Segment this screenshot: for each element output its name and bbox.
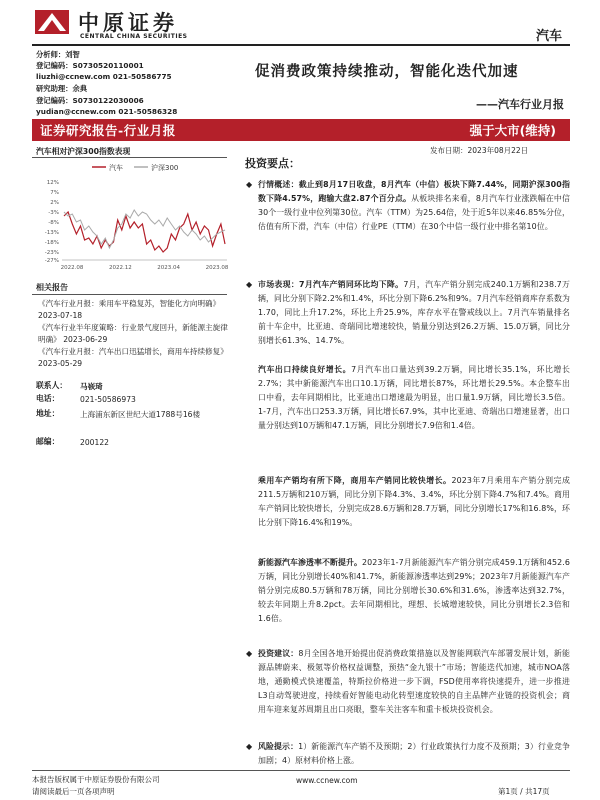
para-passenger-commercial	[258, 474, 570, 530]
reg-label-1: 登记编码：	[36, 61, 73, 70]
related-report-date: 2023-06-29	[63, 335, 108, 344]
related-report-item[interactable]	[38, 346, 228, 370]
industry-tag: 汽车	[535, 29, 562, 44]
para-lead: 新能源汽车渗透率不断提升。	[258, 558, 363, 567]
y-tick-label: -13%	[44, 230, 59, 236]
y-axis	[45, 180, 59, 264]
performance-chart	[32, 160, 232, 272]
y-tick-label: -23%	[44, 250, 59, 256]
chart-title: 汽车相对沪深300指数表现	[36, 147, 131, 156]
para-lead: 汽车出口持续良好增长。	[258, 365, 352, 374]
assistant-name: 余典	[72, 84, 88, 93]
related-report-title: 《汽车行业半年度策略：行业景气度回升，新能源主旋律明确》	[38, 323, 228, 344]
para-lead: 行情概述：截止到8月17日收盘，8月汽车（中信）板块下降7.44%，同期沪深300指数下降4.57%，跑输大盘2.87个百分点。	[258, 180, 570, 203]
page-number: 第1页 / 共17页	[498, 787, 550, 796]
phone-number: 021-50586973	[80, 395, 136, 404]
related-report-date: 2023-07-18	[38, 311, 83, 320]
contact-label: 联系人：	[36, 381, 68, 390]
bullet-icon: ◆	[246, 180, 253, 189]
analyst-reg-line	[36, 60, 144, 71]
bullet-icon: ◆	[246, 649, 253, 658]
website-link[interactable]: www.ccnew.com	[296, 776, 358, 785]
company-logo-icon	[34, 9, 70, 35]
assistant-contact: yudian@ccnew.com 021-50586328	[36, 107, 178, 116]
para-lead: 市场表现：7月汽车产销同环比均下降。	[258, 280, 404, 289]
para-market-overview	[258, 178, 570, 234]
para-risk	[258, 740, 570, 768]
logo-chinese-name: 中原证券	[78, 11, 178, 35]
copyright: 本报告版权属于中原证券股份有限公司	[32, 775, 160, 784]
para-lead: 乘用车产销均有所下降，商用车产销同比较快增长。	[258, 476, 452, 485]
chart-title-rule	[32, 157, 227, 158]
x-tick-label: 2022.08	[60, 265, 84, 271]
analyst-contact: liuzhi@ccnew.com 021-50586775	[36, 72, 172, 81]
bullet-icon: ◆	[246, 742, 253, 751]
reg-label-2: 登记编码：	[36, 96, 73, 105]
para-body: 7月汽车出口量达到39.2万辆，同比增长35.1%，环比增长2.7%；其中新能源汽车出口10.1万辆，同比增长87%，环比增长29.5%。本企整车出口中看，去年同期相比，比亚迪出口增速最为明显，出口量1.9万辆，同比增长3.5倍。1-7月，汽车出口253.3万辆，同比增长67.9%，其中比亚迪、奇瑞出口增速显著，出口量分别达到10万辆和47.1万辆，同比分别增长7.9倍和1.4倍。	[258, 365, 570, 430]
para-market-performance	[258, 278, 570, 348]
analyst-label: 分析师：	[36, 50, 66, 59]
contact-name: 马嵚琦	[80, 382, 103, 391]
logo-english-name: CENTRAL CHINA SECURITIES	[80, 33, 188, 40]
assistant-label: 研究助理：	[36, 84, 73, 93]
disclaimer-note: 请阅读最后一页各项声明	[32, 787, 115, 796]
assistant-reg-line	[36, 95, 144, 106]
series-line-auto	[64, 212, 225, 252]
related-report-title: 《汽车行业月报：乘用车平稳复苏，智能化方向明确》	[38, 299, 221, 308]
related-report-title: 《汽车行业月报：汽车出口迅猛增长，商用车持续修复》	[38, 347, 228, 356]
phone-label: 电话：	[36, 394, 60, 403]
chart-legend	[92, 163, 178, 172]
analyst-name: 刘智	[65, 50, 80, 59]
address-label: 地址：	[36, 409, 60, 418]
report-type: 证券研究报告-行业月报	[40, 123, 176, 138]
report-title: 促消费政策持续推动，智能化迭代加速	[255, 64, 519, 80]
related-reports-rule	[32, 294, 227, 295]
y-tick-label: -8%	[48, 220, 59, 226]
y-tick-label: 12%	[46, 180, 59, 186]
para-investment-advice	[258, 647, 570, 717]
legend-label-hs300: 沪深300	[151, 164, 179, 172]
related-reports-heading: 相关报告	[36, 283, 68, 292]
assistant-line	[36, 83, 87, 94]
report-subtitle: ——汽车行业月报	[476, 98, 564, 111]
y-tick-label: -18%	[44, 240, 59, 246]
bullet-icon: ◆	[246, 280, 253, 289]
address: 上海浦东新区世纪大道1788号16楼	[80, 410, 201, 419]
x-tick-label: 2023.04	[157, 265, 181, 271]
y-tick-label: -27%	[44, 258, 59, 264]
para-body: 7月，汽车产销分别完成240.1万辆和238.7万辆，同比分别下降2.2%和1.4%，环比分别下降6.2%和9%。7月汽车经销商库存系数为1.70，同比上升17.2%，环比上升25.9%，库存水平在警戒线以上。7月汽车销量排名前十车企中，比亚迪、奇瑞同比增速较快，销量分别达到26.2万辆、15.0万辆，同比分别增长61.3%、14.7%。	[258, 280, 571, 345]
analyst-line	[36, 49, 80, 60]
x-axis	[61, 260, 229, 271]
reg-number-2: S0730122030006	[72, 96, 144, 105]
para-body: 2023年7月乘用车产销分别完成211.5万辆和210万辆，同比分别下降4.3%、3.4%，环比分别下降4.7%和7.4%。商用车产销同比较快增长，分别完成28.6万辆和28.7万辆，同比分别增长17%和16.8%，环比分别下降16.4%和19%。	[258, 476, 571, 527]
chart-series	[64, 210, 225, 252]
y-tick-label: 7%	[50, 190, 59, 196]
zip-code: 200122	[80, 438, 109, 447]
reg-number-1: S0730520110001	[72, 61, 144, 70]
y-tick-label: -3%	[48, 210, 59, 216]
para-lead: 风险提示：	[258, 742, 299, 751]
y-tick-label: 2%	[50, 200, 59, 206]
footer-rule	[32, 770, 570, 771]
x-tick-label: 2022.12	[108, 265, 132, 271]
para-body: 8月全国各地开始提出促消费政策措施以及智能网联汽车部署发展计划，新能源品牌蔚来、极氪等价格权益调整，预热“金九银十”市场；智能迭代加速，城市NOA落地，通勤模式快速覆盖，特斯拉价格进一步下调，FSD使用率将快速提升，进一步推进L3自动驾驶进度，持续看好智能电动化转型速度较快的自主品牌产业链的投资机会；商用车迎来复苏周期且出口亮眼，整车关注客车和重卡板块投资机会。	[258, 649, 570, 714]
para-body: 1）新能源汽车产销不及预期；2）行业政策执行力度不及预期；3）行业竞争加剧；4）原材料价格上涨。	[258, 742, 570, 765]
zip-label: 邮编：	[36, 437, 60, 446]
related-report-item[interactable]	[38, 322, 228, 346]
para-nev-penetration	[258, 556, 570, 626]
para-lead: 投资建议：	[258, 649, 299, 658]
legend-label-auto: 汽车	[109, 164, 123, 172]
related-report-date: 2023-05-29	[38, 359, 83, 368]
series-line-hs300	[64, 210, 225, 248]
para-body: 2023年1-7月新能源汽车产销分别完成459.1万辆和452.6万辆，同比分别增长40%和41.7%，新能源渗透率达到29%；2023年7月新能源汽车产销分别完成80.5万辆和78万辆，同比分别增长30.6%和31.6%，渗透率达到32.7%，较去年同期上升8.2pct。去年同期相比，理想、长城增速较快，同比分别增长2.3倍和1.6倍。	[258, 558, 570, 623]
x-tick-label: 2023.08	[205, 265, 229, 271]
related-report-item[interactable]	[38, 298, 228, 322]
para-export	[258, 363, 570, 433]
para-body: 从板块排名来看，8月汽车行业涨跌幅在中信30个一级行业中位列第30位。汽车（TTM）为25.64倍，处于近5年以来46.85%分位，估值有所下滑，汽车（中信）行业PE（TTM）在30个中信一级行业中排名第10位。	[258, 194, 570, 231]
publish-date: 发布日期：2023年08月22日	[430, 146, 529, 155]
rating: 强于大市(维持)	[469, 123, 556, 138]
header-rule	[32, 44, 570, 46]
investment-highlights-heading: 投资要点：	[245, 157, 300, 170]
